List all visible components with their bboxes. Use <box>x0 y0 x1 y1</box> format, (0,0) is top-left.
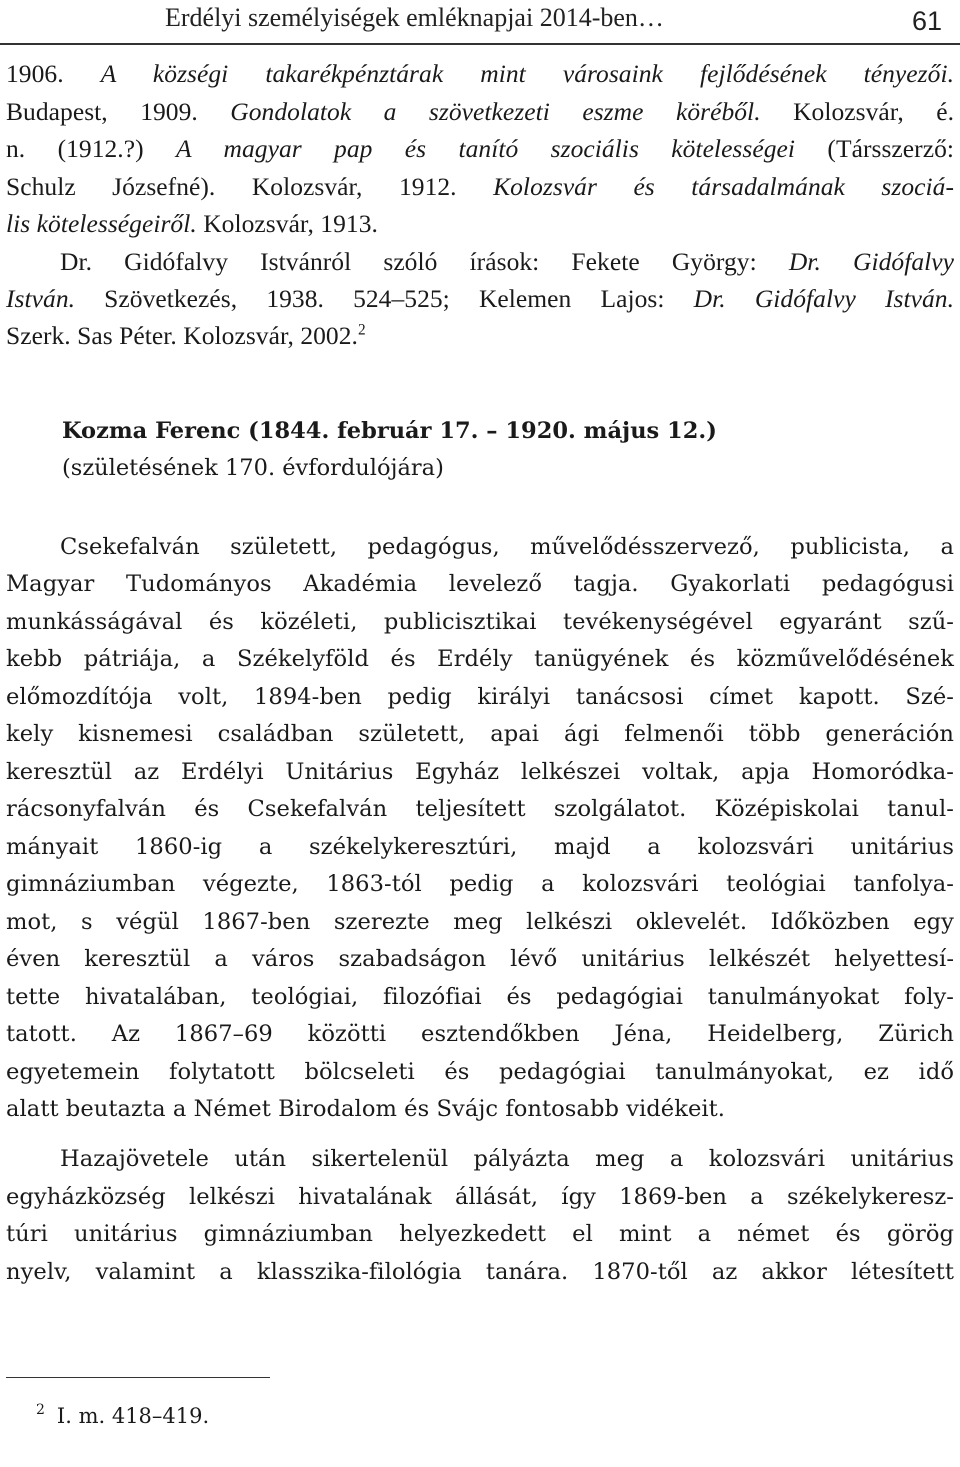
footnote-text: I. m. 418–419. <box>56 1404 210 1428</box>
footnote-ref: 2 <box>357 321 366 339</box>
body-line: mányait 1860-ig a székelykeresztúri, majd a kolozsvári unitárius <box>6 834 954 860</box>
footnote <box>36 1404 209 1428</box>
body-line: tette hivatalában, teológiai, filozófiai és pedagógiai tanulmányokat foly- <box>6 984 954 1010</box>
body-line: keresztül az Erdélyi Unitárius Egyház lelkészei voltak, apja Homoródka- <box>6 759 954 785</box>
body-line: kebb pátriája, a Székelyföld és Erdély tanügyének és közművelődésének <box>6 646 954 672</box>
body-line: alatt beutazta a Német Birodalom és Svájc fontosabb vidékeit. <box>6 1096 726 1122</box>
body-line: tatott. Az 1867–69 közötti esztendőkben Jéna, Heidelberg, Zürich <box>6 1021 954 1047</box>
biblio-line: Budapest, 1909. Gondolatok a szövetkezeti eszme köréből. Kolozsvár, é. <box>6 97 954 126</box>
body-line: nyelv, valamint a klasszika-filológia tanára. 1870-től az akkor létesített <box>6 1259 954 1285</box>
page-header <box>0 0 960 44</box>
article-subtitle: (születésének 170. évfordulójára) <box>62 455 444 481</box>
article-title: Kozma Ferenc (1844. február 17. – 1920. május 12.) <box>62 418 717 444</box>
body-line: Hazajövetele után sikertelenül pályázta meg a kolozsvári unitárius <box>60 1146 954 1172</box>
body-line: gimnáziumban végezte, 1863-tól pedig a kolozsvári teológiai tanfolya- <box>6 871 954 897</box>
biblio-line: n. (1912.?) A magyar pap és tanító szociális kötelességei (Társszerző: <box>6 134 955 163</box>
biblio-line: István. Szövetkezés, 1938. 524–525; Kelemen Lajos: Dr. Gidófalvy István. <box>6 284 955 313</box>
body-line: Magyar Tudományos Akadémia levelező tagja. Gyakorlati pedagógusi <box>6 571 954 597</box>
body-line: kely kisnemesi családban született, apai ági felmenői több generáción <box>6 721 954 747</box>
body-line: egyetemein folytatott bölcseleti és pedagógiai tanulmányokat, ez idő <box>6 1059 954 1085</box>
biblio-line: 1906. A községi takarékpénztárak mint városaink fejlődésének tényezői. <box>6 59 954 88</box>
footnote-mark: 2 <box>36 1402 45 1418</box>
body-line: éven keresztül a város szabadságon lévő unitárius lelkészét helyettesí- <box>6 946 954 972</box>
running-head: Erdélyi személyiségek emléknapjai 2014-ben… <box>165 3 664 32</box>
body-line: rácsonyfalván és Csekefalván teljesített szolgálatot. Középiskolai tanul- <box>6 796 954 822</box>
footnote-rule <box>6 1377 270 1378</box>
page-number: 61 <box>911 6 942 36</box>
header-rule <box>0 43 960 45</box>
biblio-line: Schulz Józsefné). Kolozsvár, 1912. Kolozsvár és társadalmának szociá- <box>6 172 954 201</box>
body-line: mot, s végül 1867-ben szerezte meg lelkészi oklevelét. Időközben egy <box>6 909 954 935</box>
biblio-line: Szerk. Sas Péter. Kolozsvár, 2002.$^2$ <box>6 321 366 350</box>
body-line: egyházközség lelkészi hivatalának állását, így 1869-ben a székelykeresz- <box>6 1184 954 1210</box>
biblio-line: lis kötelességeiről. Kolozsvár, 1913. <box>6 209 378 238</box>
body-line: munkásságával és közéleti, publicisztikai tevékenységével egyaránt szű- <box>6 609 954 635</box>
body-line: túri unitárius gimnáziumban helyezkedett el mint a német és görög <box>6 1221 954 1247</box>
body-line: előmozdítója volt, 1894-ben pedig királyi tanácsosi címet kapott. Szé- <box>6 684 954 710</box>
biblio-line: Dr. Gidófalvy Istvánról szóló írások: Fekete György: Dr. Gidófalvy <box>60 247 954 276</box>
body-line: Csekefalván született, pedagógus, művelődésszervező, publicista, a <box>60 534 954 560</box>
